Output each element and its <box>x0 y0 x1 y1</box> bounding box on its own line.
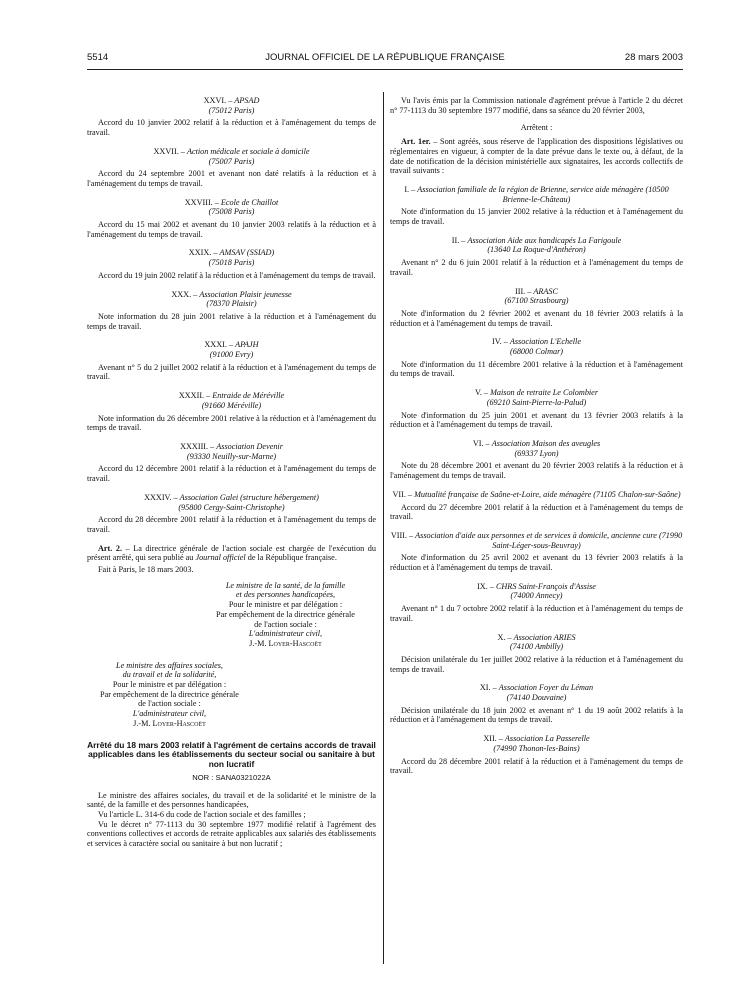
entry-name: Association L'Echelle <box>509 337 581 347</box>
entry-title <box>87 290 376 300</box>
entry-title <box>87 147 376 157</box>
entry-name: Association Foyer du Léman <box>498 683 594 693</box>
header-rule <box>87 69 683 70</box>
entry-name: Association d'aide aux personnes et de services à domicile, ancienne cure (71990 Saint-Léger-sous-Beuvray) <box>415 530 683 550</box>
entry-place: (75007 Paris) <box>208 156 255 166</box>
page-header <box>87 52 683 66</box>
entry-place: (68000 Colmar) <box>510 347 563 357</box>
entry-body: Accord du 19 juin 2002 relatif à la réduction et à l'aménagement du temps de travail. <box>98 270 376 280</box>
entry-name: Action médicale et sociale à domicile <box>186 146 310 156</box>
entry-name: Association familiale de la région de Brienne, service aide ménagère (10500 Brienne-le-Château) <box>417 184 669 204</box>
entry-number: I. – <box>404 184 416 194</box>
entry-title <box>390 734 683 744</box>
entry-body: Avenant n° 1 du 7 octobre 2002 relatif à la réduction et à l'aménagement du temps de travail. <box>390 604 683 623</box>
page-number: 5514 <box>87 52 109 63</box>
entry-title <box>87 96 376 106</box>
entry-body: Note d'information du 2 février 2002 et avenant du 18 février 2003 relatifs à la réduction et à l'aménagement du temps de travail. <box>390 308 683 328</box>
agreement-entry <box>390 337 683 379</box>
left-entry-list <box>87 96 376 535</box>
entry-place: (95800 Cergy-Saint-Christophe) <box>178 502 285 512</box>
column-divider <box>383 92 384 964</box>
entry-number: XII. – <box>483 734 503 744</box>
entry-place: (74990 Thonon-les-Bains) <box>493 743 580 753</box>
agreement-entry <box>390 388 683 430</box>
entry-number: II. – <box>451 235 466 245</box>
entry-title <box>390 633 683 643</box>
entry-title <box>87 493 376 503</box>
entry-title <box>87 198 376 208</box>
entry-name: ARASC <box>533 286 558 296</box>
entry-body: Note du 28 décembre 2001 et avenant du 20 février 2003 relatifs à la réduction et à l'aménagement du temps de travail. <box>390 461 683 481</box>
agreement-entry <box>390 439 683 481</box>
entry-place: (75012 Paris) <box>208 105 255 115</box>
entry-body: Note d'information du 25 avril 2002 et avenant du 13 février 2003 relatifs à la réduction et à l'aménagement du temps de travail. <box>390 553 683 573</box>
entry-body: Accord du 24 septembre 2001 et avenant non daté relatifs à la réduction et à l'aménagement du temps de travail. <box>87 169 376 188</box>
entry-name: Maison de retraite Le Colombier <box>490 388 599 398</box>
entry-number: IV. – <box>492 337 508 347</box>
agreement-entry <box>390 287 683 329</box>
entry-title <box>87 442 376 452</box>
entry-title <box>390 185 683 204</box>
entry-place: (91000 Evry) <box>209 350 254 360</box>
agreement-entry <box>87 442 376 484</box>
agreement-entry <box>390 633 683 675</box>
entry-number: XXXIV. – <box>144 492 178 502</box>
entry-body: Accord du 27 décembre 2001 relatif à la réduction et à l'aménagement du temps de travail. <box>390 502 683 522</box>
entry-body: Note information du 28 juin 2001 relative à la réduction et à l'aménagement du temps de travail. <box>87 311 376 331</box>
article-1: Art. 1er. – Sont agréés, sous réserve de l'application des dispositions législatives ou réglementaires en vigueur, à compter de la date prévue dans le texte ou, à défaut, de la date de notification de la décision ministérielle aux signataires, les accords collectifs de travail suivants : <box>390 137 683 176</box>
entry-number: XXVII. – <box>153 146 185 156</box>
entry-title <box>390 582 683 592</box>
entry-number: XXVIII. – <box>184 197 219 207</box>
entry-place: (74000 Annecy) <box>510 591 563 601</box>
decree-visa-1: Vu l'article L. 314-6 du code de l'action sociale et des familles ; <box>98 810 306 820</box>
entry-name: Association ARIES <box>513 632 576 642</box>
agreement-entry <box>390 185 683 227</box>
entry-name: Association Aide aux handicapés La Farigoule <box>467 235 622 245</box>
entry-title <box>87 391 376 401</box>
entry-body: Accord du 28 décembre 2001 relatif à la réduction et à l'aménagement du temps de travail. <box>390 756 683 776</box>
entry-body: Décision unilatérale du 18 juin 2002 et avenant n° 1 du 19 août 2002 relatifs à la réduction et à l'aménagement du temps de travail. <box>390 705 683 725</box>
agreement-entry <box>87 340 376 382</box>
entry-body: Avenant n° 5 du 2 juillet 2002 relatif à la réduction et à l'aménagement du temps de travail. <box>87 362 376 382</box>
agreement-entry <box>390 683 683 725</box>
entry-number: XXXI. – <box>204 340 234 350</box>
agreement-entry <box>87 391 376 433</box>
agreement-entry <box>390 236 683 278</box>
entry-title <box>390 439 683 449</box>
entry-number: XXXII. – <box>178 391 211 401</box>
entry-name: Association La Passerelle <box>504 734 590 744</box>
entry-place: (93330 Neuilly-sur-Marne) <box>186 451 277 461</box>
entry-name: Association Galei (structure hébergement) <box>179 492 319 502</box>
left-column <box>87 96 376 849</box>
entry-name: Entraide de Méréville <box>212 391 285 401</box>
issue-date: 28 mars 2003 <box>624 52 683 63</box>
agreement-entry <box>390 582 683 624</box>
entry-number: III. – <box>515 286 532 296</box>
entry-place: (69337 Lyon) <box>514 448 559 458</box>
entry-body: Note information du 26 décembre 2001 relative à la réduction et à l'aménagement du temps de travail. <box>87 413 376 433</box>
fait-a-paris: Fait à Paris, le 18 mars 2003. <box>98 565 194 575</box>
entry-name: Association Devenir <box>216 441 283 451</box>
agreement-entry <box>390 531 683 573</box>
entry-name: Association Maison des aveugles <box>491 438 601 448</box>
entry-body: Décision unilatérale du 1er juillet 2002 relative à la réduction et à l'aménagement du temps de travail. <box>390 654 683 674</box>
entry-name: APSAD <box>234 96 260 105</box>
entry-title <box>390 388 683 398</box>
signature-block-affaires: Le ministre des affaires sociales, du travail et de la solidarité, Pour le ministre et par délégation : Par empêchement de la directrice générale de l'action sociale : L'administrateur civil, J.-M. Loyer-Hascoët <box>100 660 239 728</box>
agreement-entry <box>390 734 683 776</box>
entry-place: (91660 Méréville) <box>201 400 262 410</box>
entry-body: Accord du 12 décembre 2001 relatif à la réduction et à l'aménagement du temps de travail. <box>87 464 376 484</box>
entry-number: XI. – <box>479 683 497 693</box>
entry-title <box>390 490 683 500</box>
entry-title <box>390 683 683 693</box>
entry-body: Note d'information du 15 janvier 2002 relative à la réduction et à l'aménagement du temps de travail. <box>390 207 683 227</box>
entry-title <box>87 340 376 350</box>
entry-title <box>390 531 683 550</box>
entry-number: V. – <box>474 388 489 398</box>
decree-visa-2: Vu le décret n° 77-1113 du 30 septembre 1977 modifié relatif à l'agrément des conventions collectives et accords de retraite applicables aux salariés des établissements et services à caractère social ou sanitaire à but non lucratif ; <box>87 819 376 849</box>
entry-body: Accord du 15 mai 2002 et avenant du 10 janvier 2003 relatifs à la réduction et à l'aménagement du temps de travail. <box>87 220 376 239</box>
entry-number: XXVI. – <box>203 96 233 105</box>
visa-commission: Vu l'avis émis par la Commission nationale d'agrément prévue à l'article 2 du décret n° 77-1113 du 30 septembre 1977 modifié, dans sa séance du 20 février 2003, <box>390 96 683 115</box>
entry-place: (75018 Paris) <box>208 258 255 268</box>
entry-number: XXXIII. – <box>180 441 215 451</box>
entry-place: (78370 Plaisir) <box>206 299 257 309</box>
agreement-entry <box>390 490 683 522</box>
arretent: Arrêtent : <box>520 123 553 133</box>
entry-body: Avenant n° 2 du 6 juin 2001 relatif à la réduction et à l'aménagement du temps de travail. <box>390 258 683 277</box>
entry-place: (69210 Saint-Pierre-la-Palud) <box>486 397 587 407</box>
decree-preamble: Le ministre des affaires sociales, du travail et de la solidarité et le ministre de la santé, de la famille et des personnes handicapées, <box>87 790 376 810</box>
entry-name: APAJH <box>235 340 259 350</box>
entry-name: Ecole de Chaillot <box>220 197 279 207</box>
entry-number: XXX. – <box>171 289 198 299</box>
agreement-entry <box>87 96 376 138</box>
agreement-entry <box>87 248 376 280</box>
entry-place: (74140 Douvaine) <box>506 693 567 703</box>
nor-reference: NOR : SANA0321022A <box>192 772 271 782</box>
entry-place: (74100 Ambilly) <box>509 642 564 652</box>
entry-place: (75008 Paris) <box>208 207 255 217</box>
right-entry-list <box>390 185 683 776</box>
entry-number: XXIX. – <box>188 248 218 258</box>
entry-name: CHRS Saint-François d'Assise <box>495 581 596 591</box>
entry-body: Accord du 28 décembre 2001 relatif à la réduction et à l'aménagement du temps de travail. <box>87 515 376 534</box>
agreement-entry <box>87 147 376 189</box>
entry-place: (13640 La Roque-d'Anthéron) <box>487 245 586 255</box>
agreement-entry <box>87 198 376 240</box>
entry-body: Note d'information du 25 juin 2001 et avenant du 13 février 2003 relatifs à la réduction et à l'aménagement du temps de travail. <box>390 410 683 430</box>
entry-name: AMSAV (SSIAD) <box>219 248 275 258</box>
entry-body: Accord du 10 janvier 2002 relatif à la réduction et à l'aménagement du temps de travail. <box>87 118 376 138</box>
entry-place: (67100 Strasbourg) <box>504 296 569 306</box>
article-2: Art. 2. – La directrice générale de l'action sociale est chargée de l'exécution du présent arrêté, qui sera publié au Journal officiel de la République française. <box>87 543 376 563</box>
entry-number: VIII. – <box>390 530 414 540</box>
entry-number: X. – <box>497 632 512 642</box>
agreement-entry <box>87 493 376 535</box>
agreement-entry <box>87 290 376 332</box>
entry-title <box>390 287 683 297</box>
right-column <box>390 96 683 785</box>
entry-number: VII. – <box>392 489 413 499</box>
entry-name: Mutualité française de Saône-et-Loire, aide ménagère (71105 Chalon-sur-Saône) <box>414 489 681 499</box>
entry-title <box>87 248 376 258</box>
entry-body: Note d'information du 11 décembre 2001 relative à la réduction et à l'aménagement du temps de travail. <box>390 359 683 379</box>
entry-title <box>390 236 683 246</box>
entry-title <box>390 337 683 347</box>
signature-block-sante: Le ministre de la santé, de la famille et des personnes handicapées, Pour le ministre et par délégation : Par empêchement de la directrice générale de l'action sociale : L'administrateur civil, J.-M. Loyer-Hascoët <box>216 580 355 648</box>
entry-name: Association Plaisir jeunesse <box>199 289 292 299</box>
entry-number: VI. – <box>472 438 490 448</box>
entry-number: IX. – <box>477 581 494 591</box>
journal-title: JOURNAL OFFICIEL DE LA RÉPUBLIQUE FRANÇAISE <box>265 52 505 63</box>
decree-title: Arrêté du 18 mars 2003 relatif à l'agrément de certains accords de travail applicables dans les établissements du secteur social ou sanitaire à but non lucratif <box>87 739 376 770</box>
